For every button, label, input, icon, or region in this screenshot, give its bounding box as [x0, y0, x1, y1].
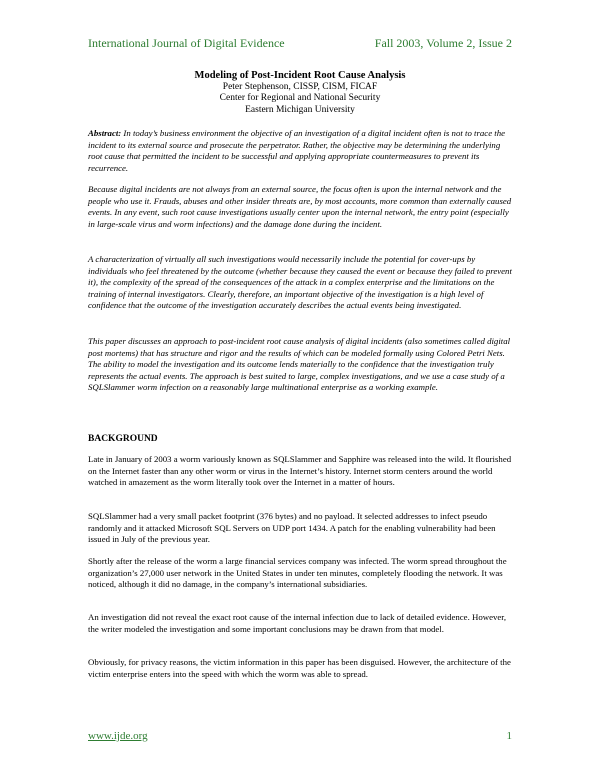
abstract-text: In today’s business environment the objective of an investigation of a digital incident often is not to trace the incident to its external source and prosecute the perpetrator. Rather, the objective may be determining the underlying root cause that permitted the incident to be successful and applying appropriate countermeasures to prevent its recurrence.	[88, 128, 506, 173]
paper-title: Modeling of Post-Incident Root Cause Analysis	[194, 70, 406, 81]
intro-paragraph: This paper discusses an approach to post-incident root cause analysis of digital incidents (also sometimes called digital post mortems) that has structure and rigor and the results of which can be modeled formally using Colored Petri Nets. The ability to model the investigation and its outcome lends materially to the confidence that the investigation truly represents the actual events. The approach is best suited to large, complex investigations, and we use a case study of a SQLSlammer worm infection on a reasonably large multinational enterprise as a working example.	[88, 336, 511, 393]
journal-name: International Journal of Digital Evidence	[88, 36, 285, 50]
university: Eastern Michigan University	[245, 104, 355, 115]
intro-paragraph: Because digital incidents are not always from an external source, the focus often is upon the internal network and the people who use it. Frauds, abuses and other insider threats are, by most accounts, more common than externally caused events. In any event, such root cause investigations usually center upon the internal network, the entry point (especially in large-scale virus and worm infections) and the damage done during the incident.	[88, 184, 512, 229]
body-paragraph: Late in January of 2003 a worm variously known as SQLSlammer and Sapphire was released into the wild. It flourished on the Internet faster than any other worm or virus in the Internet’s history. Internet storm centers around the world watched in amazement as the worm literally took over the Internet in a matter of hours.	[88, 454, 512, 488]
page-number: 1	[506, 730, 512, 742]
journal-url-link[interactable]: www.ijde.org	[88, 730, 148, 742]
issue-info: Fall 2003, Volume 2, Issue 2	[374, 36, 512, 50]
abstract	[88, 128, 512, 174]
title-block	[88, 70, 512, 116]
body-paragraph: Shortly after the release of the worm a large financial services company was infected. The worm spread throughout the organization’s 27,000 user network in the United States in under ten minutes, completely flooding the network. It was noticed, although it did no damage, in the company’s international subsidiaries.	[88, 556, 507, 590]
body-paragraph: An investigation did not reveal the exact root cause of the internal infection due to lack of detailed evidence. However, the writer modeled the investigation and some important conclusions may be drawn from that model.	[88, 612, 507, 634]
section-heading: BACKGROUND	[88, 434, 158, 444]
body-paragraph: Obviously, for privacy reasons, the victim information in this paper has been disguised. However, the architecture of the victim enterprise enters into the speed with which the worm was able to spread.	[88, 657, 511, 679]
body-paragraph: SQLSlammer had a very small packet footprint (376 bytes) and no payload. It selected addresses to infect pseudo randomly and it attacked Microsoft SQL Servers on UDP port 1434. A patch for the enabling vulnerability had been issued in July of the previous year.	[88, 511, 496, 545]
author: Peter Stephenson, CISSP, CISM, FICAF	[222, 81, 378, 92]
abstract-label: Abstract:	[88, 128, 122, 138]
intro-paragraph: A characterization of virtually all such investigations would necessarily include the potential for cover-ups by individuals who feel threatened by the outcome (whether because they caused the event or because they failed to prevent it), the complexity of the spread of the consequences of the attack in a complex enterprise and the limitations on the training of internal investigators. Clearly, therefore, an important objective of the investigation is a high level of confidence that the outcome of the investigation accurately describes the actual events being investigated.	[88, 254, 512, 311]
affiliation: Center for Regional and National Security	[219, 93, 381, 103]
